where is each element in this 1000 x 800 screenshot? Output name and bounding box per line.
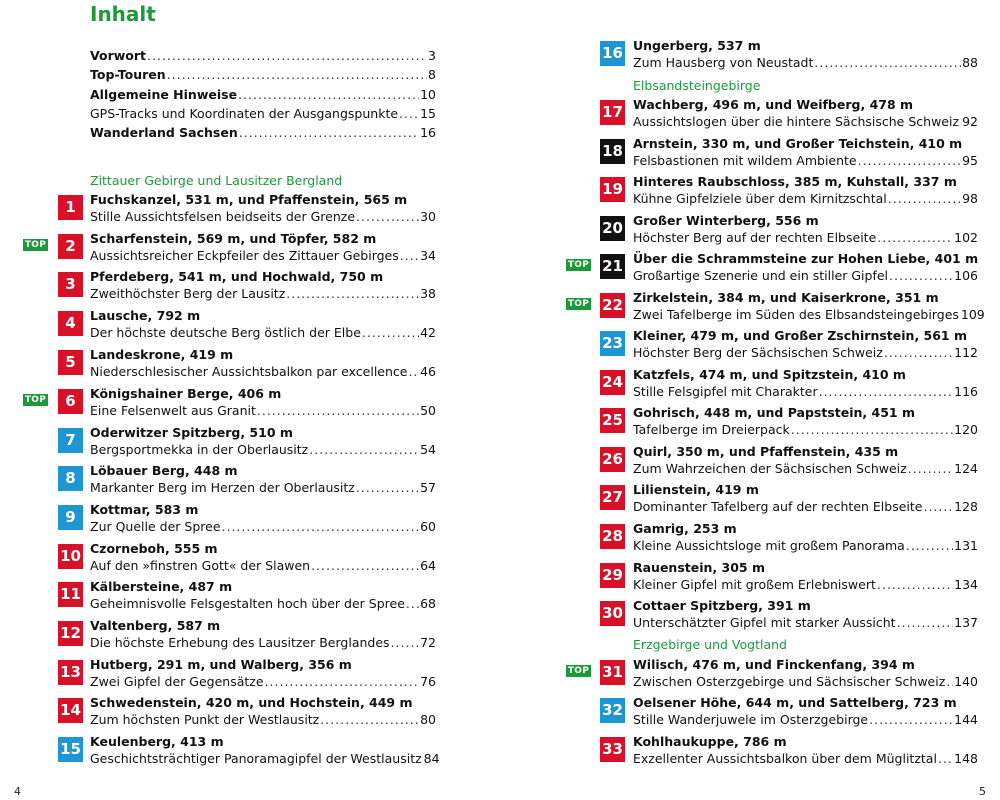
right-page bbox=[500, 0, 1000, 800]
toc-intro-page: 8 bbox=[428, 67, 436, 83]
tour-page-number: 144 bbox=[954, 712, 978, 727]
tour-title: Gohrisch, 448 m, und Papststein, 451 m bbox=[633, 405, 915, 420]
tour-title: Lilienstein, 419 m bbox=[633, 482, 759, 497]
tour-number-badge: 22 bbox=[600, 293, 625, 318]
toc-intro-label: Allgemeine Hinweise bbox=[90, 86, 238, 102]
tour-entry[interactable] bbox=[58, 733, 440, 769]
tour-title: Pferdeberg, 541 m, und Hochwald, 750 m bbox=[90, 269, 384, 284]
section-heading-zittauer: Zittauer Gebirge und Lausitzer Bergland bbox=[90, 173, 343, 188]
leader-dots bbox=[309, 441, 419, 458]
tour-title: Kottmar, 583 m bbox=[90, 502, 199, 517]
tour-title: Landeskrone, 419 m bbox=[90, 347, 234, 362]
toc-intro-page: 15 bbox=[420, 105, 436, 121]
tour-number-badge: 6 bbox=[58, 389, 83, 414]
tour-number-badge: 11 bbox=[58, 582, 83, 607]
tour-page-number: 72 bbox=[420, 635, 436, 650]
tour-title: Königshainer Berge, 406 m bbox=[90, 386, 282, 401]
tour-entry[interactable] bbox=[600, 366, 978, 402]
leader-dots bbox=[946, 673, 953, 690]
top-tour-tag: TOP bbox=[24, 240, 47, 250]
page-number-right: 5 bbox=[979, 785, 986, 798]
tour-page-number: 95 bbox=[962, 153, 978, 168]
tour-number-badge: 23 bbox=[600, 331, 625, 356]
tour-number-badge: 3 bbox=[58, 272, 83, 297]
tour-subtitle: Markanter Berg im Herzen der Oberlausitz bbox=[90, 480, 355, 495]
section-heading-elbsandstein: Elbsandsteingebirge bbox=[633, 78, 761, 93]
tour-number-badge: 19 bbox=[600, 177, 625, 202]
leader-dots bbox=[877, 576, 953, 593]
tour-subtitle: Geheimnisvolle Felsgestalten hoch über der Spree bbox=[90, 596, 405, 611]
tour-number-badge: 4 bbox=[58, 311, 83, 336]
tour-number-badge: 24 bbox=[600, 370, 625, 395]
tour-page-number: 68 bbox=[420, 596, 436, 611]
tour-entry[interactable] bbox=[600, 694, 978, 730]
leader-dots bbox=[399, 104, 419, 123]
tour-number-badge: 1 bbox=[58, 195, 83, 220]
tour-subtitle: Zur Quelle der Spree bbox=[90, 519, 221, 534]
toc-intro-item[interactable] bbox=[90, 65, 436, 84]
leader-dots bbox=[923, 498, 953, 515]
tour-subtitle: Kühne Gipfelziele über dem Kirnitzschtal bbox=[633, 191, 887, 206]
tour-title: Zirkelstein, 384 m, und Kaiserkrone, 351 m bbox=[633, 290, 939, 305]
tour-title: Lausche, 792 m bbox=[90, 308, 201, 323]
tour-number-badge: 13 bbox=[58, 660, 83, 685]
leader-dots bbox=[320, 711, 419, 728]
tour-entry[interactable] bbox=[58, 540, 436, 576]
leader-dots bbox=[938, 750, 953, 767]
tour-number-badge: 25 bbox=[600, 408, 625, 433]
tour-number-badge: 14 bbox=[58, 698, 83, 723]
leader-dots bbox=[238, 85, 419, 104]
tour-subtitle: Die höchste Erhebung des Lausitzer Berglandes bbox=[90, 635, 390, 650]
tour-page-number: 92 bbox=[962, 114, 978, 129]
tour-page-number: 112 bbox=[954, 345, 978, 360]
tour-entry[interactable] bbox=[600, 212, 978, 248]
tour-subtitle: Tafelberge im Dreierpack bbox=[633, 422, 790, 437]
tour-number-badge: 32 bbox=[600, 698, 625, 723]
tour-number-badge: 12 bbox=[58, 621, 83, 646]
leader-dots bbox=[819, 383, 954, 400]
tour-number-badge: 15 bbox=[58, 737, 83, 762]
tour-title: Löbauer Berg, 448 m bbox=[90, 463, 238, 478]
toc-intro-page: 3 bbox=[428, 48, 436, 63]
tour-entry[interactable] bbox=[58, 694, 436, 730]
toc-intro-label: Wanderland Sachsen bbox=[90, 125, 238, 141]
tour-number-badge: 20 bbox=[600, 216, 625, 241]
tour-title: Kohlhaukuppe, 786 m bbox=[633, 734, 787, 749]
tour-title: Czorneboh, 555 m bbox=[90, 541, 218, 556]
tour-subtitle: Bergsportmekka in der Oberlausitz bbox=[90, 442, 309, 457]
leader-dots bbox=[257, 402, 419, 419]
toc-intro-item[interactable] bbox=[90, 46, 436, 65]
tour-subtitle: Kleiner Gipfel mit großem Erlebniswert bbox=[633, 577, 876, 592]
tour-title: Fuchskanzel, 531 m, und Pfaffenstein, 565 m bbox=[90, 192, 408, 207]
leader-dots bbox=[888, 190, 961, 207]
leader-dots bbox=[362, 324, 419, 341]
tour-entry[interactable] bbox=[58, 617, 436, 653]
tour-number-badge: 2 bbox=[58, 234, 83, 259]
tour-title: Keulenberg, 413 m bbox=[90, 734, 224, 749]
tour-title: Hinteres Raubschloss, 385 m, Kuhstall, 337 m bbox=[633, 174, 957, 189]
tour-page-number: 34 bbox=[420, 248, 436, 263]
tour-number-badge: 7 bbox=[58, 428, 83, 453]
top-tour-tag: TOP bbox=[24, 395, 47, 405]
toc-intro-page: 10 bbox=[420, 86, 436, 102]
leader-dots bbox=[167, 65, 427, 84]
leader-dots bbox=[406, 595, 419, 612]
tour-page-number: 84 bbox=[423, 751, 440, 766]
leader-dots bbox=[239, 123, 419, 142]
tour-title: Kälbersteine, 487 m bbox=[90, 579, 233, 594]
leader-dots bbox=[897, 614, 954, 631]
tour-subtitle: Der höchste deutsche Berg östlich der Elbe bbox=[90, 325, 361, 340]
tour-subtitle: Zweithöchster Berg der Lausitz bbox=[90, 286, 286, 301]
tour-page-number: 98 bbox=[962, 191, 978, 206]
tour-entry[interactable] bbox=[58, 656, 436, 692]
leader-dots bbox=[408, 363, 419, 380]
tour-page-number: 120 bbox=[954, 422, 978, 437]
tour-subtitle: Stille Felsgipfel mit Charakter bbox=[633, 384, 818, 399]
toc-intro-item[interactable] bbox=[90, 123, 436, 142]
tour-title: Valtenberg, 587 m bbox=[90, 618, 221, 633]
tour-number-badge: 29 bbox=[600, 563, 625, 588]
tour-subtitle: Unterschätzter Gipfel mit starker Aussicht bbox=[633, 615, 896, 630]
leader-dots bbox=[286, 285, 419, 302]
tour-subtitle: Höchster Berg der Sächsischen Schweiz bbox=[633, 345, 883, 360]
toc-intro-page: 16 bbox=[420, 125, 436, 141]
tour-page-number: 116 bbox=[954, 384, 978, 399]
tour-title: Katzfels, 474 m, und Spitzstein, 410 m bbox=[633, 367, 906, 382]
tour-entry[interactable] bbox=[58, 424, 436, 460]
top-tour-tag: TOP bbox=[567, 260, 590, 270]
tour-page-number: 148 bbox=[954, 751, 978, 766]
tour-entry[interactable] bbox=[600, 733, 978, 769]
tour-entry[interactable] bbox=[58, 462, 436, 498]
leader-dots bbox=[869, 711, 953, 728]
tour-page-number: 30 bbox=[420, 209, 436, 224]
tour-number-badge: 31 bbox=[600, 660, 625, 685]
tour-page-number: 124 bbox=[954, 461, 978, 476]
toc-intro-label: Vorwort bbox=[90, 48, 147, 63]
tour-title: Quirl, 350 m, und Pfaffenstein, 435 m bbox=[633, 444, 899, 459]
tour-subtitle: Aussichtsreicher Eckpfeiler des Zittauer Gebirges bbox=[90, 248, 399, 263]
tour-entry[interactable] bbox=[567, 250, 979, 286]
tour-page-number: 50 bbox=[420, 403, 436, 418]
tour-subtitle: Höchster Berg auf der rechten Elbseite bbox=[633, 230, 877, 245]
tour-title: Oelsener Höhe, 644 m, und Sattelberg, 723 m bbox=[633, 695, 957, 710]
tour-number-badge: 26 bbox=[600, 447, 625, 472]
section-heading-erzgebirge: Erzgebirge und Vogtland bbox=[633, 637, 787, 652]
tour-entry[interactable] bbox=[600, 597, 978, 633]
tour-page-number: 134 bbox=[954, 577, 978, 592]
tour-subtitle: Stille Wanderjuwele im Osterzgebirge bbox=[633, 712, 869, 727]
leader-dots bbox=[889, 267, 953, 284]
tour-title: Kleiner, 479 m, und Großer Zschirnstein, 561 m bbox=[633, 328, 968, 343]
tour-number-badge: 33 bbox=[600, 737, 625, 762]
leader-dots bbox=[311, 557, 419, 574]
tour-entry[interactable] bbox=[600, 559, 978, 595]
leader-dots bbox=[356, 208, 419, 225]
leader-dots bbox=[222, 518, 420, 535]
tour-page-number: 80 bbox=[420, 712, 436, 727]
tour-page-number: 38 bbox=[420, 286, 436, 301]
tour-subtitle: Exzellenter Aussichtsbalkon über dem Müglitztal bbox=[633, 751, 937, 766]
tour-entry[interactable] bbox=[600, 327, 978, 363]
tour-title: Schwedenstein, 420 m, und Hochstein, 449 m bbox=[90, 695, 413, 710]
leader-dots bbox=[791, 421, 953, 438]
tour-entry[interactable] bbox=[567, 289, 985, 325]
tour-title: Gamrig, 253 m bbox=[633, 521, 737, 536]
tour-page-number: 57 bbox=[420, 480, 436, 495]
top-tour-tag: TOP bbox=[567, 299, 590, 309]
tour-subtitle: Auf den »finstren Gott« der Slawen bbox=[90, 558, 311, 573]
leader-dots bbox=[908, 460, 953, 477]
leader-dots bbox=[906, 537, 953, 554]
tour-number-badge: 17 bbox=[600, 100, 625, 125]
tour-page-number: 128 bbox=[954, 499, 978, 514]
leader-dots bbox=[356, 479, 419, 496]
top-tour-tag: TOP bbox=[567, 666, 590, 676]
leader-dots bbox=[858, 152, 961, 169]
leader-dots bbox=[391, 634, 420, 651]
tour-number-badge: 5 bbox=[58, 350, 83, 375]
tour-number-badge: 16 bbox=[600, 41, 625, 66]
tour-subtitle: Zwei Gipfel der Gegensätze bbox=[90, 674, 264, 689]
tour-number-badge: 30 bbox=[600, 601, 625, 626]
tour-subtitle: Zum höchsten Punkt der Westlausitz bbox=[90, 712, 320, 727]
tour-subtitle: Zwischen Osterzgebirge und Sächsischer Schweiz bbox=[633, 674, 946, 689]
tour-number-badge: 28 bbox=[600, 524, 625, 549]
page-title: Inhalt bbox=[90, 2, 156, 26]
tour-entry[interactable] bbox=[600, 520, 978, 556]
tour-entry[interactable] bbox=[58, 307, 436, 343]
tour-title: Wachberg, 496 m, und Weifberg, 478 m bbox=[633, 97, 914, 112]
tour-subtitle: Kleine Aussichtsloge mit großem Panorama bbox=[633, 538, 905, 553]
tour-number-badge: 8 bbox=[58, 466, 83, 491]
tour-subtitle: Zum Wahrzeichen der Sächsischen Schweiz bbox=[633, 461, 907, 476]
tour-page-number: 109 bbox=[960, 307, 985, 322]
tour-title: Hutberg, 291 m, und Walberg, 356 m bbox=[90, 657, 352, 672]
tour-entry[interactable] bbox=[24, 230, 436, 266]
tour-entry[interactable] bbox=[58, 268, 436, 304]
tour-page-number: 137 bbox=[954, 615, 978, 630]
page-number-left: 4 bbox=[14, 785, 21, 798]
tour-entry[interactable] bbox=[24, 385, 436, 421]
tour-subtitle: Felsbastionen mit wildem Ambiente bbox=[633, 153, 857, 168]
leader-dots bbox=[960, 113, 961, 130]
tour-number-badge: 21 bbox=[600, 254, 625, 279]
leader-dots bbox=[814, 54, 961, 71]
tour-subtitle: Großartige Szenerie und ein stiller Gipfel bbox=[633, 268, 889, 283]
tour-subtitle: Aussichtslogen über die hintere Sächsische Schweiz bbox=[633, 114, 960, 129]
tour-subtitle: Stille Aussichtsfelsen beidseits der Grenze bbox=[90, 209, 356, 224]
tour-page-number: 102 bbox=[954, 230, 978, 245]
toc-intro-item[interactable] bbox=[90, 104, 436, 123]
tour-subtitle: Niederschlesischer Aussichtsbalkon par excellence bbox=[90, 364, 408, 379]
tour-subtitle: Zum Hausberg von Neustadt bbox=[633, 55, 814, 70]
tour-title: Wilisch, 476 m, und Finckenfang, 394 m bbox=[633, 657, 915, 672]
tour-page-number: 54 bbox=[420, 442, 436, 457]
tour-entry[interactable] bbox=[600, 135, 978, 171]
tour-title: Rauenstein, 305 m bbox=[633, 560, 765, 575]
tour-page-number: 42 bbox=[420, 325, 436, 340]
tour-page-number: 106 bbox=[954, 268, 978, 283]
tour-page-number: 64 bbox=[420, 558, 436, 573]
tour-entry[interactable] bbox=[58, 346, 436, 382]
tour-entry[interactable] bbox=[600, 404, 978, 440]
tour-page-number: 76 bbox=[420, 674, 436, 689]
tour-title: Großer Winterberg, 556 m bbox=[633, 213, 819, 228]
leader-dots bbox=[400, 247, 419, 264]
tour-page-number: 88 bbox=[962, 55, 978, 70]
tour-subtitle: Eine Felsenwelt aus Granit bbox=[90, 403, 256, 418]
toc-intro-label: Top-Touren bbox=[90, 67, 166, 83]
tour-title: Über die Schrammsteine zur Hohen Liebe, 401 m bbox=[633, 251, 979, 266]
tour-entry[interactable] bbox=[600, 443, 978, 479]
leader-dots bbox=[147, 46, 427, 65]
tour-title: Cottaer Spitzberg, 391 m bbox=[633, 598, 811, 613]
tour-page-number: 46 bbox=[420, 364, 436, 379]
tour-page-number: 60 bbox=[420, 519, 436, 534]
tour-page-number: 140 bbox=[954, 674, 978, 689]
tour-title: Ungerberg, 537 m bbox=[633, 38, 761, 53]
leader-dots bbox=[877, 229, 953, 246]
tour-title: Arnstein, 330 m, und Großer Teichstein, 410 m bbox=[633, 136, 963, 151]
tour-subtitle: Zwei Tafelberge im Süden des Elbsandsteingebirges bbox=[633, 307, 959, 322]
tour-entry[interactable] bbox=[600, 96, 978, 132]
intro-list bbox=[90, 46, 436, 142]
toc-intro-label: GPS-Tracks und Koordinaten der Ausgangspunkte bbox=[90, 105, 399, 121]
leader-dots bbox=[884, 344, 953, 361]
toc-intro-item[interactable] bbox=[90, 85, 436, 104]
tour-number-badge: 10 bbox=[58, 544, 83, 569]
tour-entry[interactable] bbox=[600, 173, 978, 209]
tour-number-badge: 27 bbox=[600, 485, 625, 510]
leader-dots bbox=[265, 673, 420, 690]
tour-entry[interactable] bbox=[600, 37, 978, 73]
tour-page-number: 131 bbox=[954, 538, 978, 553]
tour-subtitle: Geschichtsträchtiger Panoramagipfel der Westlausitz bbox=[90, 751, 422, 766]
tour-entry[interactable] bbox=[567, 656, 978, 692]
tour-title: Oderwitzer Spitzberg, 510 m bbox=[90, 425, 293, 440]
tour-number-badge: 9 bbox=[58, 505, 83, 530]
tour-entry[interactable] bbox=[58, 191, 436, 227]
tour-subtitle: Dominanter Tafelberg auf der rechten Elbseite bbox=[633, 499, 923, 514]
tour-entry[interactable] bbox=[58, 501, 436, 537]
tour-entry[interactable] bbox=[58, 578, 436, 614]
tour-number-badge: 18 bbox=[600, 139, 625, 164]
tour-title: Scharfenstein, 569 m, und Töpfer, 582 m bbox=[90, 231, 377, 246]
tour-entry[interactable] bbox=[600, 481, 978, 517]
